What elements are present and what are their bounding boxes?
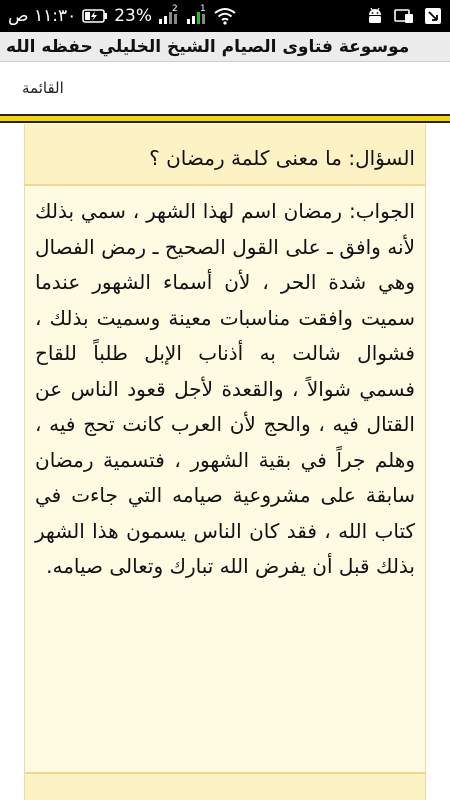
status-left xyxy=(8,6,236,26)
status-right xyxy=(366,7,442,25)
screen-cast-icon xyxy=(394,8,414,24)
question-text: السؤال: ما معنى كلمة رمضان ؟ xyxy=(25,124,425,186)
signal-icon xyxy=(186,4,208,25)
menu-bar xyxy=(0,62,450,114)
next-question-band xyxy=(25,772,425,800)
clock: ١١:٣٠ ص xyxy=(8,6,77,26)
sim2-label: 1 xyxy=(200,4,206,14)
sim1-label: 2 xyxy=(172,4,178,14)
app-title: موسوعة فتاوى الصيام الشيخ الخليلي حفظه الله xyxy=(6,36,410,57)
accent-divider xyxy=(0,114,450,123)
fatwa-content xyxy=(24,124,426,800)
battery-percent: 23% xyxy=(114,6,153,26)
battery-charging-icon xyxy=(82,8,108,24)
status-bar xyxy=(0,0,450,32)
answer-text: الجواب: رمضان اسم لهذا الشهر ، سمي بذلك لأنه وافق ـ على القول الصحيح ـ رمض الفصال وهي شدة الحر ، لأن أسماء الشهور عندما سميت وافقت مناسبات معينة وسميت بذلك ، فشوال شالت به أذناب الإبل طلباً للقاح فسمي شوالاً ، والقعدة لأجل قعود الناس عن القتال فيه ، والحج لأن العرب كانت تحج فيه ، وهلم جراً في بقية الشهور ، فتسمية رمضان سابقة على مشروعية صيامه التي جاءت في كتاب الله ، فقد كان الناس يسمون هذا الشهر بذلك قبل أن يفرض الله تبارك وتعالى صيامه. xyxy=(35,199,415,578)
android-notification-icon xyxy=(366,7,384,25)
wifi-icon xyxy=(214,7,236,25)
signal-icon xyxy=(158,4,180,25)
menu-link[interactable]: القائمة xyxy=(22,79,64,97)
missed-call-icon xyxy=(424,7,442,25)
app-title-bar xyxy=(0,32,450,62)
